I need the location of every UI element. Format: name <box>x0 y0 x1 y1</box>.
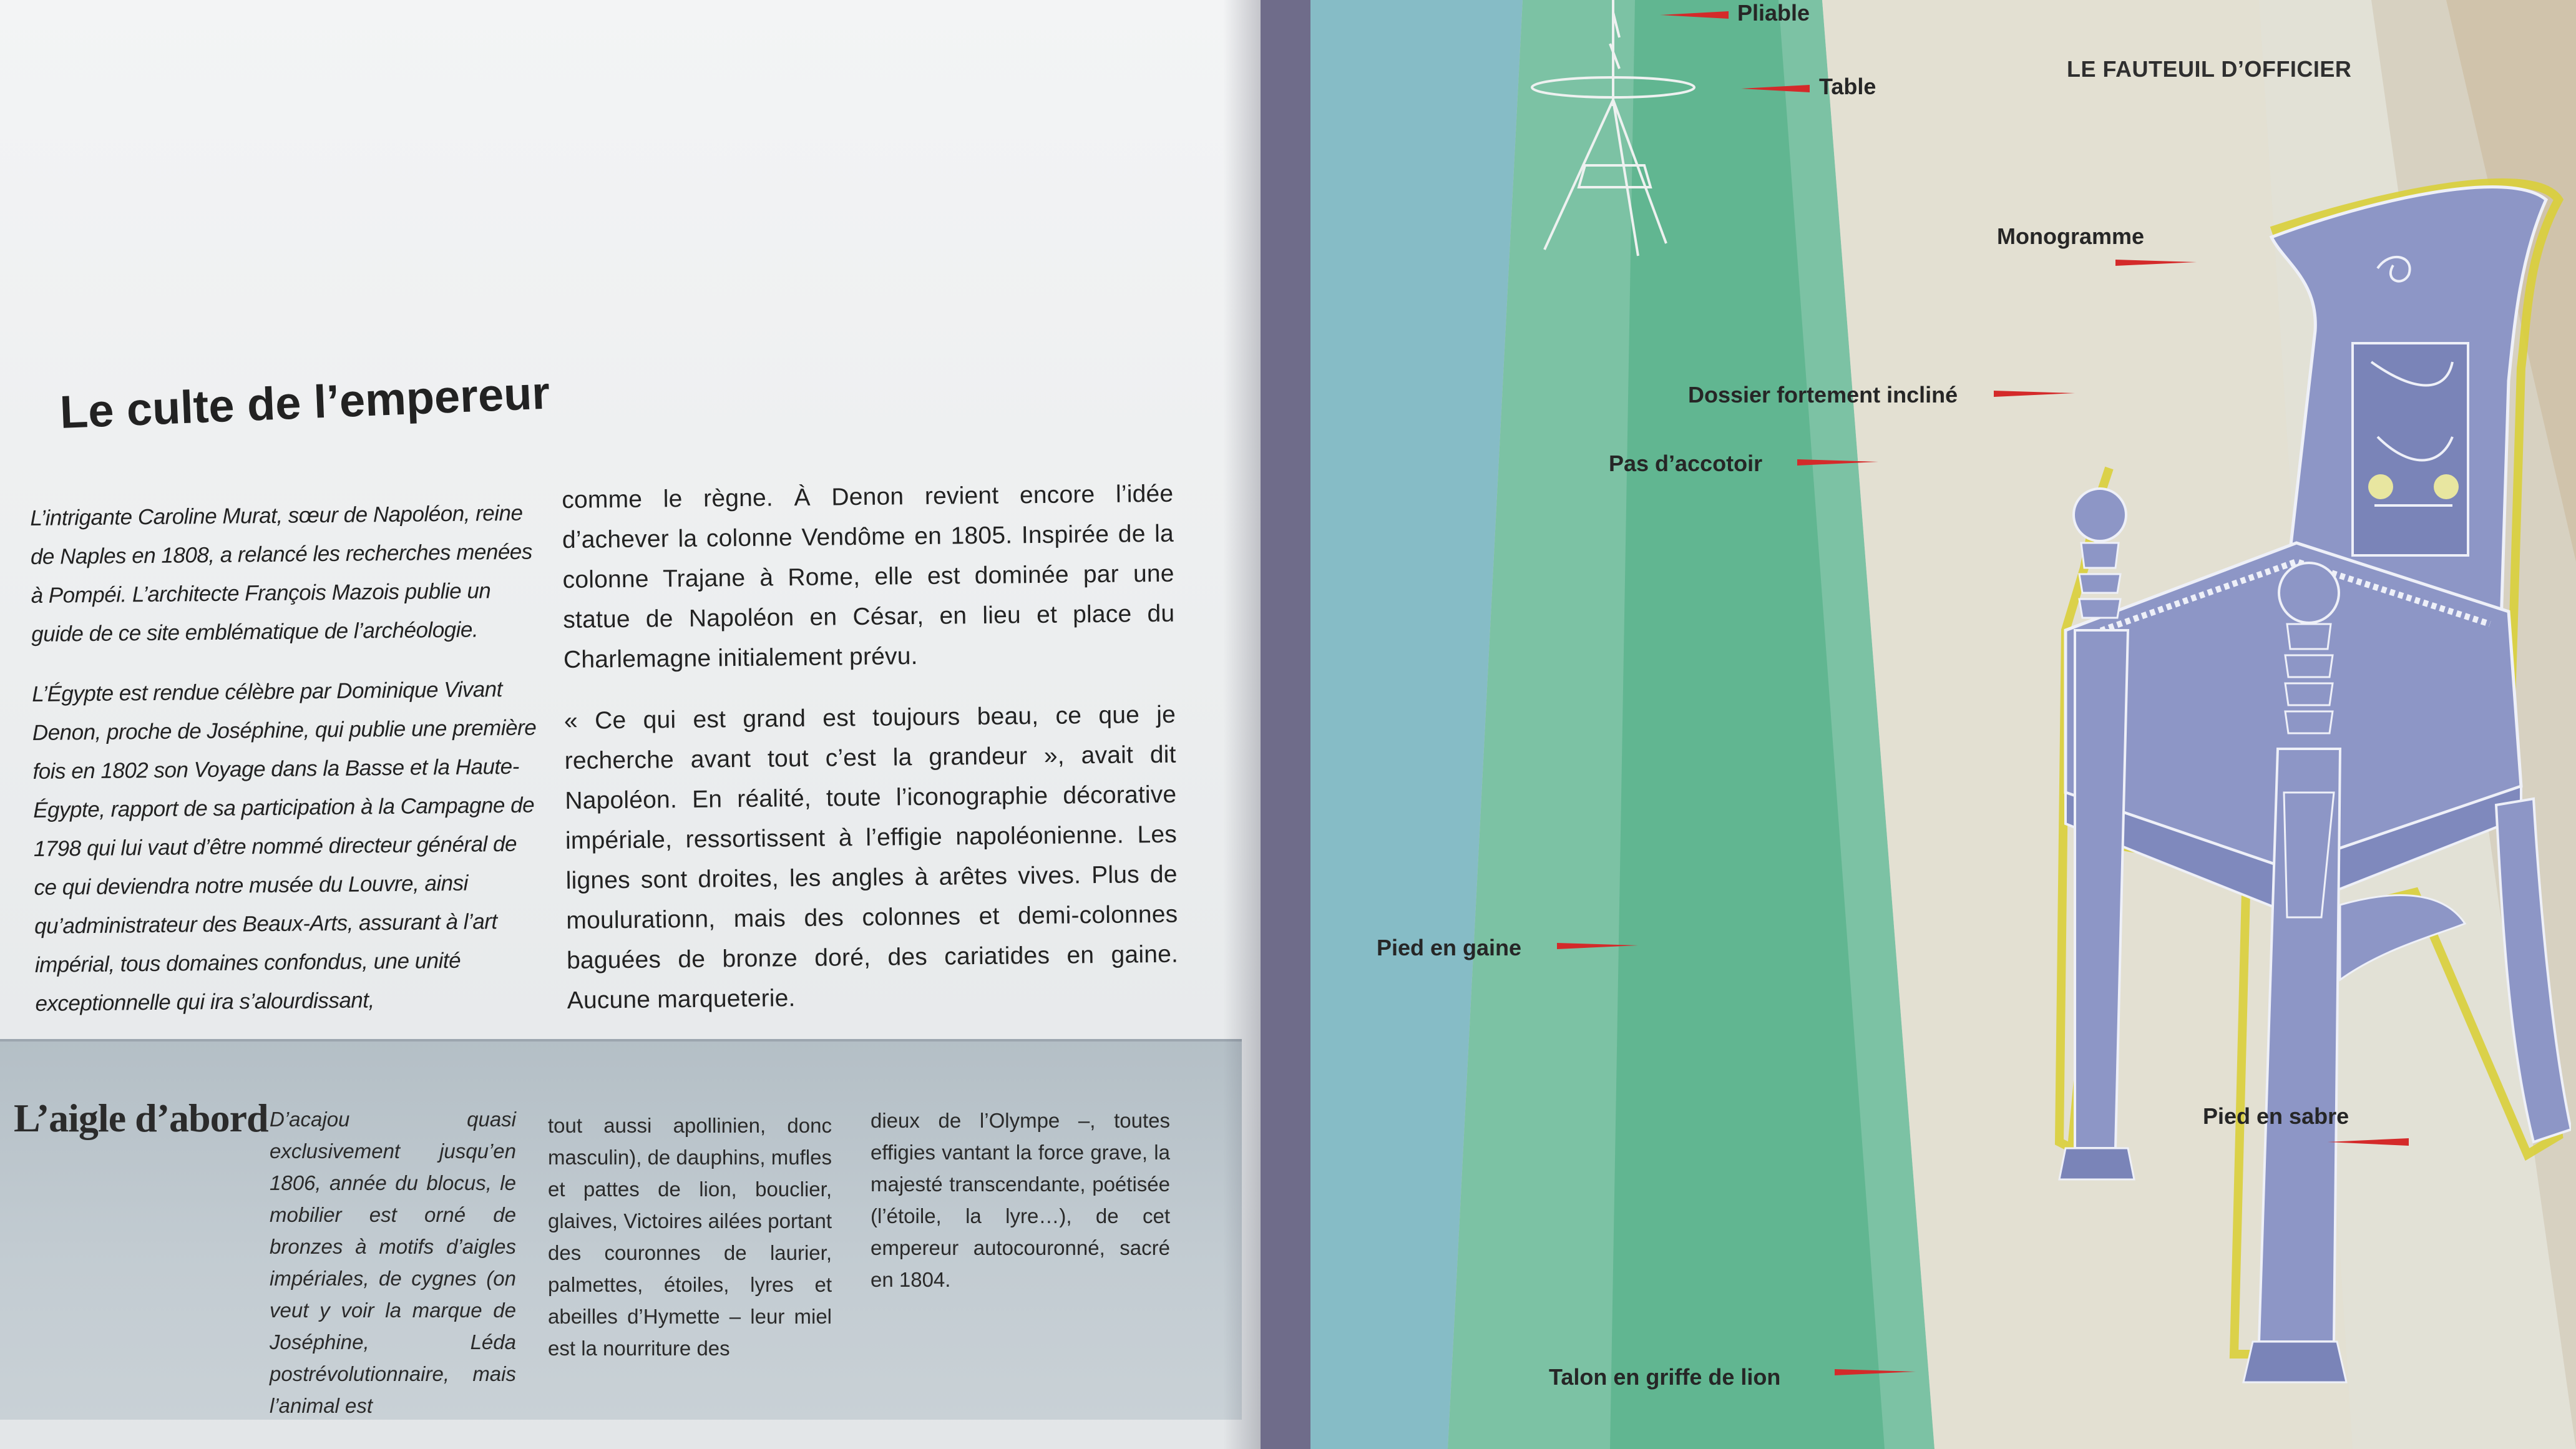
red-arrow-icon <box>1994 387 2075 399</box>
label-table: Table <box>1819 74 1876 99</box>
label-pliable: Pliable <box>1737 0 1810 26</box>
book-gutter-shadow <box>1223 0 1261 1449</box>
text-column-1 <box>30 494 541 1045</box>
sidebar-column-1: D’acajou quasi exclusivement jusqu’en 1806, année du blocus, le mobilier est orné de bronzes à motifs d’aigles impériales, de cygnes (on veut y voir la marque de Joséphine, Léda postrévolutionnaire, mais l’animal est <box>270 1108 516 1417</box>
red-arrow-icon <box>1835 1365 1916 1378</box>
red-arrow-icon <box>1797 456 1878 468</box>
sidebar-title: L’aigle d’abord <box>14 1096 268 1140</box>
label-dossier: Dossier fortement incliné <box>1688 382 1958 407</box>
text-column-2 <box>562 474 1179 1042</box>
red-arrow-icon <box>1741 82 1810 95</box>
page-title: Le culte de l’empereur <box>59 366 551 438</box>
paragraph: L’intrigante Caroline Murat, sœur de Napoléon, reine de Naples en 1808, a relancé les recherches menées à Pompéi. L’architecte François Mazois publie un guide de ce site emblématique de l’archéologie. <box>30 500 532 646</box>
left-page <box>0 0 1261 1449</box>
front-left-post <box>2059 489 2134 1179</box>
red-arrow-icon <box>1660 9 1729 21</box>
label-talon: Talon en griffe de lion <box>1549 1364 1781 1390</box>
paragraph: comme le règne. À Denon revient encore l’idée d’achever la colonne Vendôme en 1805. Inspirée de la colonne Trajane à Rome, elle est dominée par une statue de Napoléon en César, en lieu et place du Charlemagne initialement prévu. <box>562 480 1175 673</box>
sidebar-column-3: dieux de l’Olympe –, toutes effigies vantant la force grave, la majesté transcendante, poétisée (l’étoile, la lyre…), de cet empereur autocouronné, sacré en 1804. <box>871 1109 1170 1291</box>
right-page <box>1261 0 2576 1449</box>
label-pied-sabre: Pied en sabre <box>2203 1103 2349 1129</box>
paragraph: L’Égypte est rendue célèbre par Dominique Vivant Denon, proche de Joséphine, qui publie une première fois en 1802 son Voyage dans la Basse et la Haute-Égypte, rapport de sa participation à la Campagne de 1798 qui lui vaut d’être nommé directeur général de ce qui deviendra notre musée du Louvre, ainsi qu’administrateur des Beaux-Arts, assurant à l’art impérial, tous domaines confondus, une unité exceptionnelle qui ira s’alourdissant, <box>32 677 537 1016</box>
red-arrow-icon <box>2328 1136 2409 1148</box>
red-arrow-icon <box>1557 939 1638 952</box>
paragraph: « Ce qui est grand est toujours beau, ce que je recherche avant tout c’est la grandeur », avait dit Napoléon. En réalité, toute l’iconographie décorative impériale, ressortissent à l’effigie napoléonienne. Les lignes sont droites, les angles à arêtes vives. Plus de moulurationn, mais des colonnes et demi-colonnes baguées de bronze doré, des cariatides en gaine. Aucune marqueterie. <box>564 701 1179 1014</box>
corner-title: LE FAUTEUIL D’OFFICIER <box>2067 56 2352 82</box>
label-pied-gaine: Pied en gaine <box>1377 935 1522 960</box>
label-pas-accotoir: Pas d’accotoir <box>1609 451 1763 476</box>
red-arrow-icon <box>2115 256 2197 268</box>
label-monogramme: Monogramme <box>1997 223 2145 249</box>
sidebar-column-2: tout aussi apollinien, donc masculin), de dauphins, mufles et pattes de lion, bouclier, glaives, Victoires ailées portant des couronnes de laurier, palmettes, étoiles, lyres et abeilles d’Hymette – leur miel est la nourriture des <box>548 1114 832 1360</box>
